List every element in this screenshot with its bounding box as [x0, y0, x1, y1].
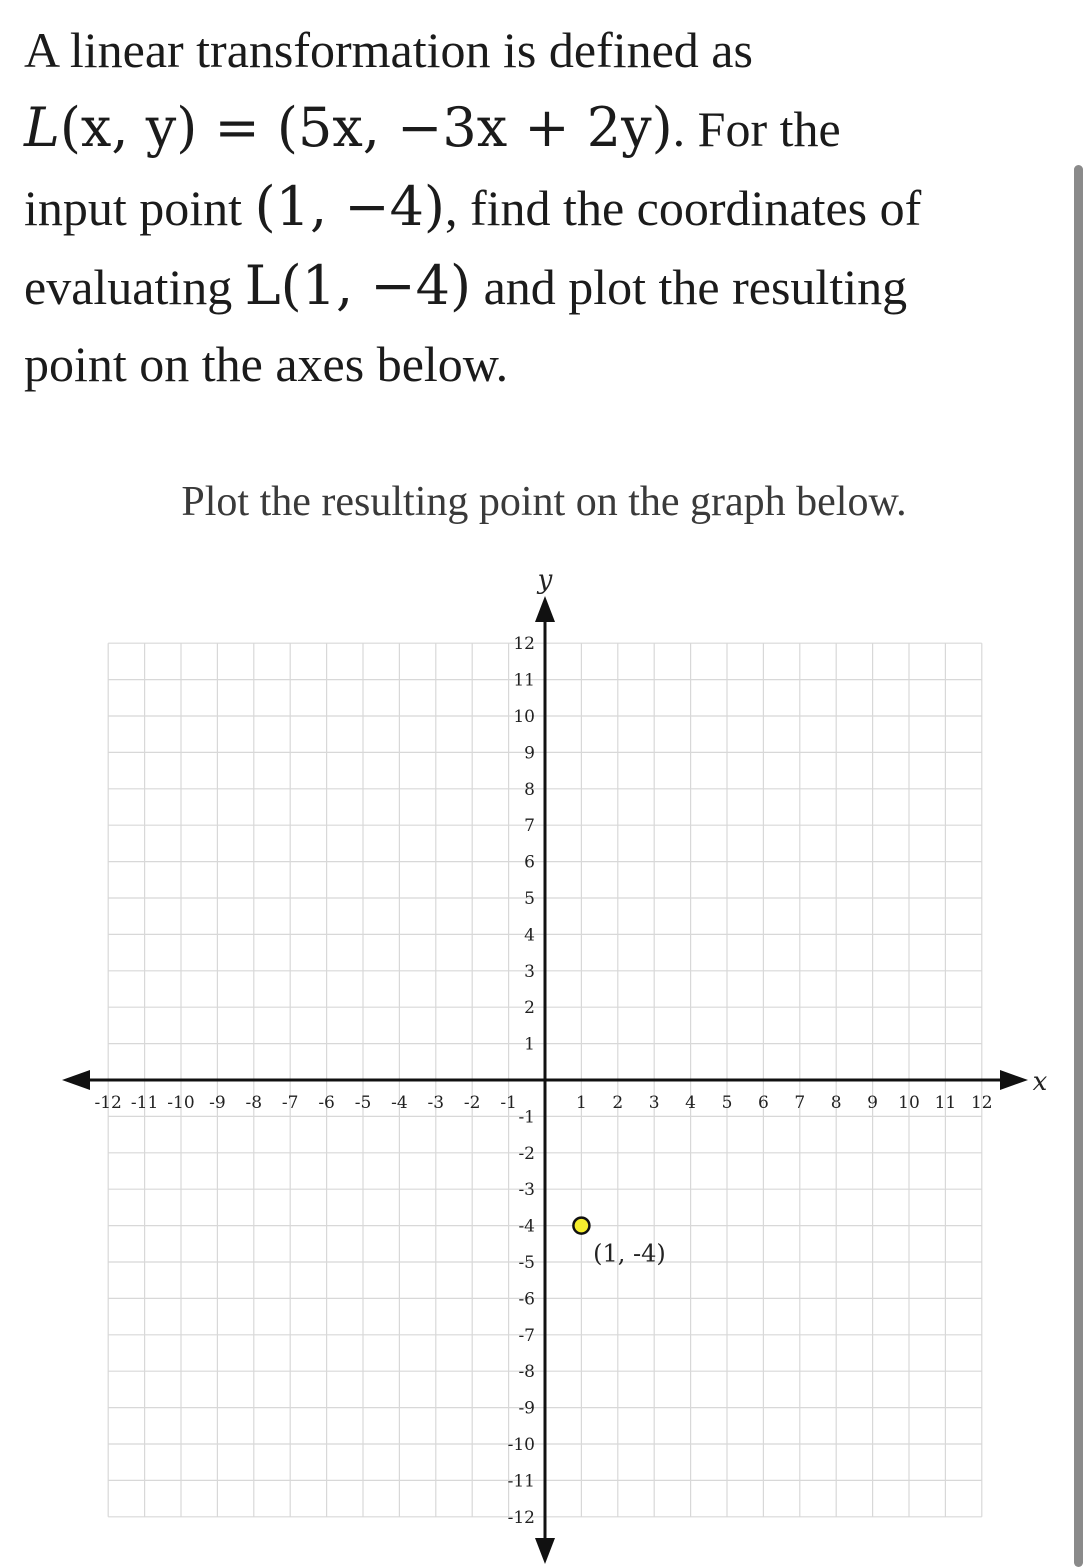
- x-tick-label: 12: [970, 1093, 993, 1113]
- x-tick-label: 6: [757, 1093, 769, 1113]
- y-axis-label: y: [537, 565, 553, 595]
- x-tick-label: -8: [245, 1093, 263, 1113]
- y-tick-label: -11: [507, 1471, 535, 1492]
- x-tick-label: -11: [130, 1093, 159, 1113]
- y-tick-label: 6: [524, 852, 535, 873]
- x-tick-label: 8: [830, 1093, 842, 1113]
- x-tick-label: 9: [867, 1093, 879, 1113]
- y-tick-label: 5: [524, 889, 535, 909]
- x-axis-left-arrow-icon: [62, 1070, 90, 1090]
- function-definition: L(x, y) = (5x, −3x + 2y): [24, 96, 673, 159]
- question-line-1: A linear transformation is defined as: [24, 22, 753, 78]
- y-tick-label: 1: [524, 1034, 535, 1055]
- question-text: [24, 12, 1064, 403]
- y-tick-label: 8: [524, 779, 535, 800]
- y-tick-label: 12: [513, 634, 535, 655]
- y-tick-label: 9: [524, 743, 535, 764]
- y-tick-label: -2: [518, 1143, 535, 1164]
- coordinate-graph[interactable]: [0, 560, 1088, 1567]
- y-tick-label: -10: [507, 1435, 535, 1455]
- y-tick-label: -3: [518, 1180, 535, 1201]
- plot-instruction: Plot the resulting point on the graph below.: [181, 479, 907, 525]
- x-tick-label: 7: [794, 1093, 806, 1113]
- x-tick-label: 5: [721, 1093, 733, 1113]
- x-tick-label: 3: [648, 1093, 660, 1113]
- x-tick-label: -6: [318, 1093, 335, 1113]
- x-tick-label: -3: [427, 1093, 445, 1113]
- x-tick-label: -4: [391, 1093, 408, 1113]
- question-line-2: L(x, y) = (5x, −3x + 2y). For the: [24, 96, 841, 159]
- scrollbar[interactable]: [1074, 165, 1083, 1567]
- y-axis-top-arrow-icon: [535, 596, 555, 622]
- y-tick-label: 3: [524, 961, 535, 982]
- y-tick-label: -1: [518, 1107, 535, 1128]
- evaluation-expression: L(1, −4): [244, 254, 472, 317]
- x-tick-label: -10: [167, 1093, 195, 1113]
- x-axis-label: x: [1032, 1067, 1048, 1097]
- y-tick-label: 7: [524, 816, 535, 837]
- x-tick-label: 11: [934, 1093, 957, 1113]
- x-tick-label: -1: [500, 1093, 517, 1113]
- input-point: (1, −4): [254, 175, 446, 238]
- y-tick-label: -8: [518, 1362, 535, 1383]
- question-line-4: evaluating L(1, −4) and plot the resulting: [24, 254, 908, 317]
- x-tick-label: -5: [354, 1093, 372, 1113]
- x-tick-label: -9: [209, 1093, 226, 1113]
- x-tick-label: -2: [463, 1093, 481, 1113]
- question-line-3: input point (1, −4), find the coordinates of: [24, 175, 922, 238]
- y-tick-label: -9: [518, 1398, 535, 1419]
- y-tick-label: -5: [518, 1253, 535, 1273]
- y-tick-label: -7: [518, 1325, 535, 1346]
- x-tick-label: 2: [612, 1093, 624, 1113]
- y-tick-label: -6: [518, 1289, 535, 1310]
- y-tick-label: 10: [513, 707, 535, 727]
- y-tick-label: 2: [524, 998, 535, 1019]
- y-tick-label: 4: [524, 925, 535, 946]
- y-axis-bottom-arrow-icon: [535, 1538, 555, 1564]
- plotted-point[interactable]: [573, 1218, 589, 1234]
- point-label: (1, -4): [593, 1239, 666, 1268]
- y-tick-label: -4: [518, 1216, 535, 1237]
- x-tick-label: 10: [898, 1093, 920, 1113]
- y-tick-label: -12: [507, 1507, 535, 1528]
- x-tick-label: -7: [281, 1093, 299, 1113]
- question-line-5: point on the axes below.: [24, 336, 509, 392]
- x-axis-right-arrow-icon: [1000, 1070, 1028, 1090]
- x-tick-label: 4: [685, 1093, 697, 1113]
- x-tick-label: 1: [575, 1093, 587, 1113]
- y-tick-label: 11: [513, 670, 535, 691]
- x-tick-label: -12: [94, 1093, 122, 1113]
